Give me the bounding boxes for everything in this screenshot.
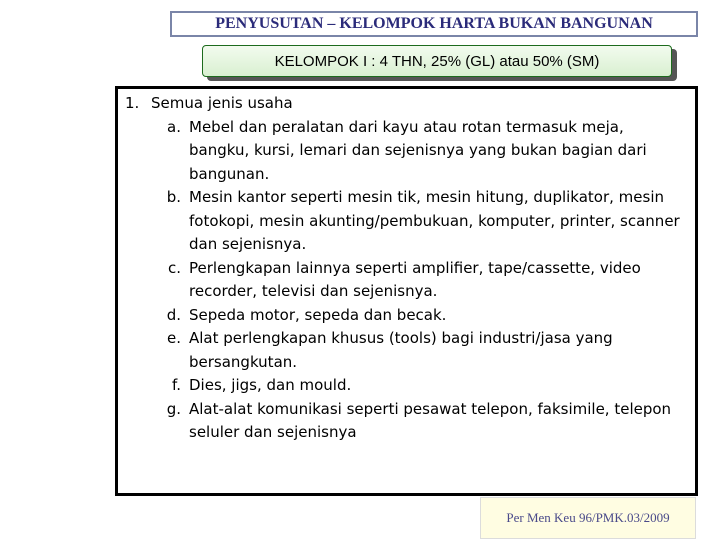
subitem-letter: g. — [166, 399, 181, 418]
reference-text: Per Men Keu 96/PMK.03/2009 — [506, 510, 670, 525]
subitem-text: Alat-alat komunikasi seperti pesawat telepon, faksimile, telepon seluler dan sejenisnya — [189, 399, 672, 441]
subitem-letter: d. — [166, 305, 181, 324]
subitem-letter: a. — [167, 117, 181, 136]
subitem-text: Mebel dan peralatan dari kayu atau rotan termasuk meja, bangku, kursi, lemari dan sejenisnya yang bukan bagian dari bangunan. — [189, 117, 647, 183]
list-item — [125, 92, 685, 116]
subitem-letter: b. — [166, 188, 181, 206]
subitem-text: Dies, jigs, dan mould. — [189, 376, 352, 394]
list-item — [125, 304, 685, 328]
title-box — [170, 11, 698, 37]
item-number: 1. — [125, 94, 140, 112]
page-title: PENYUSUTAN – KELOMPOK HARTA BUKAN BANGUNAN — [215, 15, 653, 32]
item-title: Semua jenis usaha — [151, 94, 293, 112]
content-box — [115, 86, 698, 496]
list-item — [125, 327, 685, 374]
list-item — [125, 257, 685, 304]
subitem-text: Sepeda motor, sepeda dan becak. — [189, 305, 447, 324]
list-item — [125, 398, 685, 445]
list-item — [125, 116, 685, 187]
subitem-letter: c. — [167, 258, 181, 277]
subtitle: KELOMPOK I : 4 THN, 25% (GL) atau 50% (SM) — [274, 52, 600, 70]
subitem-letter: f. — [172, 376, 181, 394]
subtitle-box — [202, 45, 672, 77]
list-item — [125, 374, 685, 398]
reference-box — [480, 497, 696, 539]
subitem-text: Mesin kantor seperti mesin tik, mesin hitung, duplikator, mesin fotokopi, mesin akunting/pembukuan, komputer, printer, scanner dan sejenisnya. — [189, 188, 680, 253]
subitem-text: Perlengkapan lainnya seperti amplifier, tape/cassette, video recorder, televisi dan sejenisnya. — [189, 258, 641, 300]
list-item — [125, 186, 685, 257]
subitem-text: Alat perlengkapan khusus (tools) bagi industri/jasa yang bersangkutan. — [189, 329, 613, 371]
subitem-letter: e. — [167, 329, 181, 347]
